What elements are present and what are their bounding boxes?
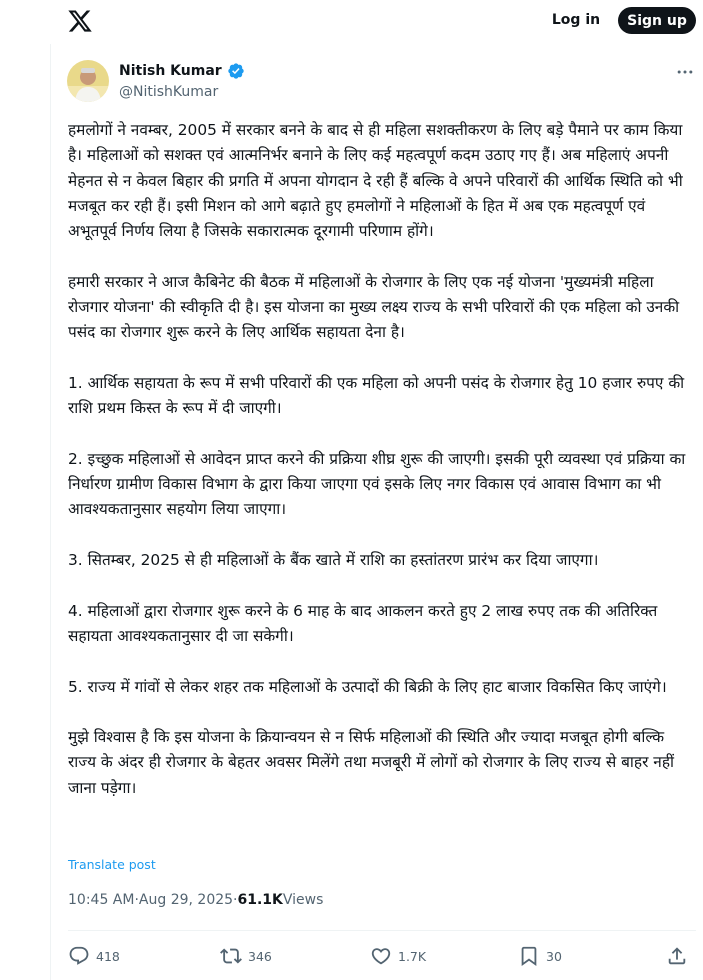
post-paragraph: हमलोगों ने नवम्बर, 2005 में सरकार बनने के बाद से ही महिला सशक्तीकरण के लिए बड़े पैमाने पर काम किया है। महिलाओं को सशक्त एवं आत्मनिर्भर बनाने के लिए कई महत्वपूर्ण कदम उठाए गए हैं। अब महिलाएं अपनी मेहनत से न केवल बिहार की प्रगति में अपना योगदान दे रही हैं बल्कि वे अपने परिवारों की आर्थिक स्थिति को भी मजबूत कर रही हैं। इसी मिशन को आगे बढ़ाते हुए हमलोगों ने महिलाओं के हित में अब एक महत्वपूर्ण एवं अभूतपूर्व निर्णय लिया है जिसके सकारात्मक दूरगामी परिणाम होंगे। (68, 121, 683, 241)
translate-post-link[interactable]: Translate post (68, 857, 156, 872)
bookmark-count: 30 (546, 948, 562, 964)
repost-button[interactable] (220, 944, 272, 968)
views-label: Views (282, 892, 324, 908)
bookmark-icon (518, 945, 540, 967)
author-handle[interactable]: @NitishKumar (119, 84, 219, 100)
post-text (68, 118, 696, 801)
post-paragraph: 5. राज्य में गांवों से लेकर शहर तक महिलाओं के उत्पादों की बिक्री के लिए हाट बाजार विकसित किए जाएंगे। (68, 677, 667, 696)
avatar[interactable] (67, 60, 109, 102)
post-paragraph: 4. महिलाओं द्वारा रोजगार शुरू करने के 6 माह के बाद आकलन करते हुए 2 लाख रुपए तक की अतिरिक्त सहायता आवश्यकतानुसार दी जा सकेगी। (68, 601, 658, 645)
post-time[interactable]: 10:45 AM (68, 892, 135, 908)
login-button[interactable]: Log in (551, 12, 601, 28)
verified-badge-icon (227, 62, 245, 80)
signup-button[interactable]: Sign up (618, 7, 696, 34)
bookmark-button[interactable] (518, 944, 562, 968)
reply-button[interactable] (68, 944, 120, 968)
post-paragraph: 2. इच्छुक महिलाओं से आवेदन प्राप्त करने की प्रक्रिया शीघ्र शुरू की जाएगी। इसकी पूरी व्यवस्था एवं प्रक्रिया का निर्धारण ग्रामीण विकास विभाग के द्वारा किया जाएगा एवं इसके लिए नगर विकास एवं आवास विभाग का भी आवश्यकतानुसार सहयोग लिया जाएगा। (68, 449, 686, 519)
x-logo-icon[interactable] (66, 8, 94, 34)
heart-icon (370, 945, 392, 967)
share-button[interactable] (666, 944, 688, 968)
author-name[interactable] (119, 62, 245, 80)
like-button[interactable] (370, 944, 426, 968)
repost-icon (220, 945, 242, 967)
meta-separator: · (233, 892, 238, 908)
like-count: 1.7K (398, 948, 427, 964)
top-bar (0, 0, 703, 44)
post-paragraph: हमारी सरकार ने आज कैबिनेट की बैठक में महिलाओं के रोजगार के लिए एक नई योजना 'मुख्यमंत्री महिला रोजगार योजना' की स्वीकृति दी है। इस योजना का मुख्य लक्ष्य राज्य के सभी परिवारों की एक महिला को उनकी पसंद का रोजगार शुरू करने के लिए आर्थिक सहायता देना है। (68, 272, 680, 342)
post-paragraph: 3. सितम्बर, 2025 से ही महिलाओं के बैंक खाते में राशि का हस्तांतरण प्रारंभ कर दिया जाएगा। (68, 551, 599, 570)
post-paragraph: मुझे विश्वास है कि इस योजना के क्रियान्वयन से न सिर्फ महिलाओं की स्थिति और ज्यादा मजबूत होगी बल्कि राज्य के अंदर ही रोजगार के बेहतर अवसर मिलेंगे तथा मजबूरी में लोगों को रोजगार के लिए राज्य से बाहर नहीं जाना पड़ेगा। (68, 728, 674, 797)
post-paragraph: 1. आर्थिक सहायता के रूप में सभी परिवारों की एक महिला को अपनी पसंद के रोजगार हेतु 10 हजार रुपए की राशि प्रथम किस्त के रूप में दी जाएगी। (68, 373, 685, 418)
more-options-icon[interactable] (672, 60, 698, 84)
reply-icon (68, 945, 90, 967)
share-icon (666, 945, 688, 967)
meta-separator: · (134, 892, 139, 908)
author-name-text: Nitish Kumar (119, 63, 222, 79)
action-bar (68, 940, 696, 972)
post-meta (68, 892, 323, 908)
divider (68, 930, 696, 931)
reply-count: 418 (96, 948, 120, 964)
repost-count: 346 (248, 948, 272, 964)
views-count: 61.1K (237, 892, 283, 908)
post-date[interactable]: Aug 29, 2025 (138, 892, 234, 908)
